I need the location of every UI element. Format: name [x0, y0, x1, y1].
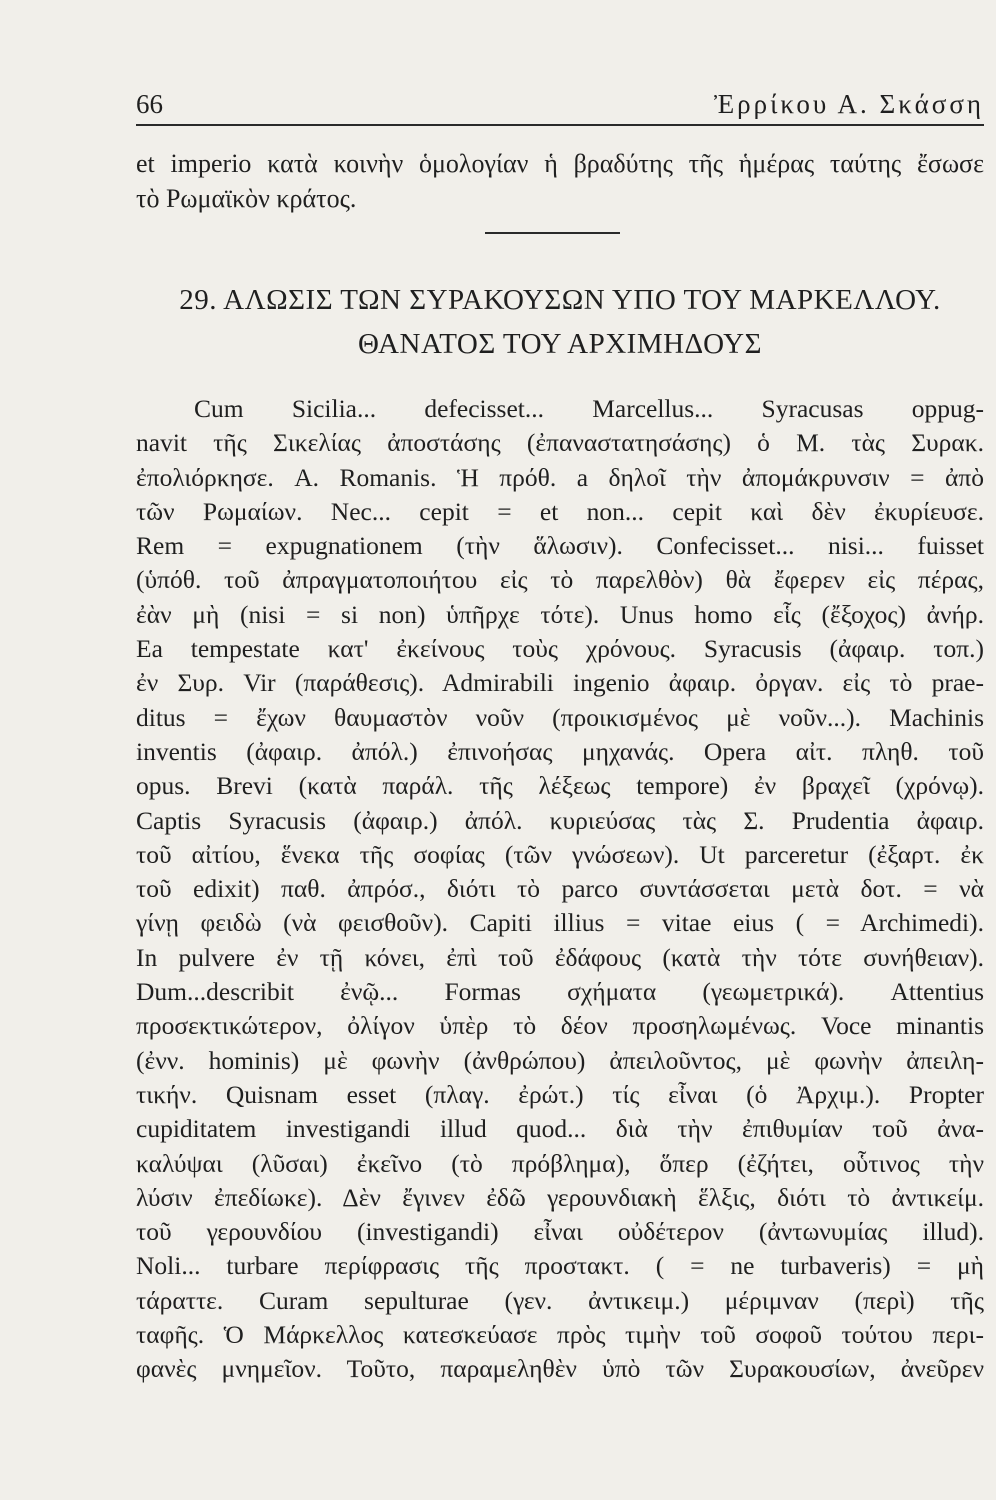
text-line: ἐπολιόρκησε. A. Romanis. Ἡ πρόθ. a δηλοῖ τὴν ἀπομάκρυνσιν = ἀπὸ	[136, 462, 984, 492]
text-line: ditus = ἔχων θαυμαστὸν νοῦν (προικισμένος μὲ νοῦν...). Machinis	[136, 702, 984, 732]
text-line: τὸ Ρωμαϊκὸν κράτος.	[136, 184, 357, 213]
text-line: προσεκτικώτερον, ὀλίγον ὑπὲρ τὸ δέον προσηλωμένως. Voce minantis	[136, 1011, 984, 1041]
text-line: τοῦ αἰτίου, ἕνεκα τῆς σοφίας (τῶν γνώσεων). Ut parceretur (ἐξαρτ. ἐκ	[136, 839, 984, 869]
text-line: Captis Syracusis (ἀφαιρ.) ἀπόλ. κυριεύσας τὰς Σ. Prudentia ἀφαιρ.	[136, 805, 984, 835]
text-line: et imperio κατὰ κοινὴν ὁμολογίαν ἡ βραδύτης τῆς ἡμέρας ταύτης ἔσωσε	[136, 149, 984, 178]
text-line: τῶν Ρωμαίων. Nec... cepit = et non... cepit καὶ δὲν ἐκυρίευσε.	[136, 496, 984, 526]
text-line: Ea tempestate κατ' ἐκείνους τοὺς χρόνους. Syracusis (ἀφαιρ. τοπ.)	[136, 634, 984, 664]
body-paragraph	[136, 392, 984, 1387]
text-line: τικήν. Quisnam esset (πλαγ. ἐρώτ.) τίς εἶναι (ὁ Ἀρχιμ.). Propter	[136, 1079, 984, 1109]
text-line: (ἐνν. hominis) μὲ φωνὴν (ἀνθρώπου) ἀπειλοῦντος, μὲ φωνὴν ἀπειλη-	[136, 1045, 984, 1075]
text-line: τοῦ edixit) παθ. ἀπρόσ., διότι τὸ parco συντάσσεται μετὰ δοτ. = νὰ	[136, 874, 984, 904]
text-line: καλύψαι (λῦσαι) ἐκεῖνο (τὸ πρόβλημα), ὅπερ (ἐζήτει, οὗτινος τὴν	[136, 1148, 984, 1178]
text-line: Rem = expugnationem (τὴν ἅλωσιν). Confecisset... nisi... fuisset	[136, 531, 984, 561]
text-line: Noli... turbare περίφρασις τῆς προστακτ. ( = ne turbaveris) = μὴ	[136, 1251, 984, 1281]
text-line: ταφῆς. Ὁ Μάρκελλος κατεσκεύασε πρὸς τιμὴν τοῦ σοφοῦ τούτου περι-	[136, 1320, 984, 1350]
text-line: ἐν Συρ. Vir (παράθεσις). Admirabili ingenio ἀφαιρ. ὀργαν. εἰς τὸ prae-	[136, 668, 984, 698]
section-title-line: 29. ΑΛΩΣΙΣ ΤΩΝ ΣΥΡΑΚΟΥΣΩΝ ΥΠΟ ΤΟΥ ΜΑΡΚΕΛΛΟΥ.	[179, 284, 941, 316]
text-line: cupiditatem investigandi illud quod... διὰ τὴν ἐπιθυμίαν τοῦ ἀνα-	[136, 1114, 984, 1144]
page-header	[136, 89, 984, 126]
page-number: 66	[136, 89, 163, 119]
text-line: τοῦ γερουνδίου (investigandi) εἶναι οὐδέτερον (ἀντωνυμίας illud).	[136, 1217, 984, 1247]
running-title: Ἐρρίκου Α. Σκάσση	[713, 89, 984, 119]
text-line: Dum...describit ἐνῷ... Formas σχήματα (γεωμετρικά). Attentius	[136, 977, 984, 1007]
section-divider	[485, 232, 620, 234]
text-line: navit τῆς Σικελίας ἀποστάσης (ἐπαναστατησάσης) ὁ Μ. τὰς Συρακ.	[136, 428, 984, 458]
text-line: opus. Brevi (κατὰ παράλ. τῆς λέξεως tempore) ἐν βραχεῖ (χρόνῳ).	[136, 771, 984, 801]
section-title-line: ΘΑΝΑΤΟΣ ΤΟΥ ΑΡΧΙΜΗΔΟΥΣ	[358, 328, 762, 360]
text-line: In pulvere ἐν τῇ κόνει, ἐπὶ τοῦ ἐδάφους (κατὰ τὴν τότε συνήθειαν).	[136, 942, 984, 972]
intro-paragraph	[136, 146, 984, 216]
text-line: λύσιν ἐπεδίωκε). Δὲν ἔγινεν ἐδῶ γερουνδιακὴ ἕλξις, διότι τὸ ἀντικείμ.	[136, 1182, 984, 1212]
text-line: (ὑπόθ. τοῦ ἀπραγματοποιήτου εἰς τὸ παρελθὸν) θὰ ἔφερεν εἰς πέρας,	[136, 565, 984, 595]
text-line: φανὲς μνημεῖον. Τοῦτο, παραμεληθὲν ὑπὸ τῶν Συρακουσίων, ἀνεῦρεν	[136, 1354, 984, 1384]
text-line: τάραττε. Curam sepulturae (γεν. ἀντικειμ.) μέριμναν (περὶ) τῆς	[136, 1285, 984, 1315]
text-line: Cum Sicilia... defecisset... Marcellus... Syracusas oppug-	[194, 394, 984, 423]
text-line: γίνῃ φειδὼ (νὰ φεισθοῦν). Capiti illius = vitae eius ( = Archimedi).	[136, 908, 984, 938]
text-line: inventis (ἀφαιρ. ἀπόλ.) ἐπινοήσας μηχανάς. Opera αἰτ. πληθ. τοῦ	[136, 736, 984, 766]
section-heading	[136, 278, 984, 366]
text-line: ἐὰν μὴ (nisi = si non) ὑπῆρχε τότε). Unus homo εἷς (ἔξοχος) ἀνήρ.	[136, 599, 984, 629]
